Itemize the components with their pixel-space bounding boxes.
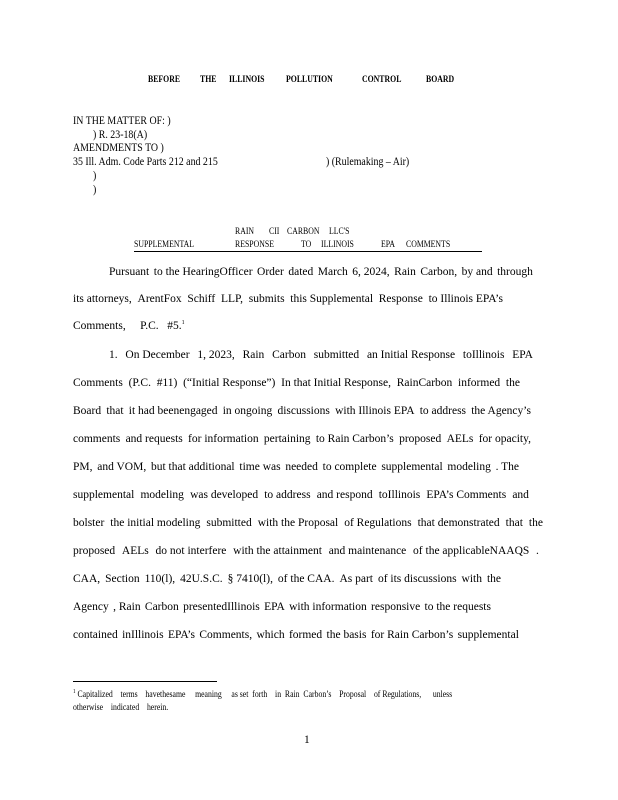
body-line: its attorneys, ArentFox Schiff LLP, submits this Supplemental Response to Illinois EPA’s xyxy=(73,293,503,305)
header-word: BEFORE xyxy=(148,75,181,85)
title-word: RAIN xyxy=(235,227,255,237)
caption-line: 35 Ill. Adm. Code Parts 212 and 215 xyxy=(73,156,218,168)
title-word: COMMENTS xyxy=(406,240,451,250)
header-word: THE xyxy=(200,75,217,85)
header-word: CONTROL xyxy=(362,75,402,85)
body-line: comments and requests for information pertaining to Rain Carbon’s proposed AELs for opacity, xyxy=(73,433,531,445)
body-line: contained inIllinois EPA’s Comments, which formed the basis for Rain Carbon’s supplemental xyxy=(73,629,519,641)
title-word: ILLINOIS xyxy=(321,240,354,250)
caption-line: AMENDMENTS TO ) xyxy=(73,142,164,154)
body-line: PM, and VOM, but that additional time was needed to complete supplemental modeling . The xyxy=(73,461,519,473)
footnote-ref: 1 xyxy=(181,320,185,327)
body-line: Agency , Rain Carbon presentedIllinois EPA with information responsive to the requests xyxy=(73,601,491,613)
title-word: TO xyxy=(301,240,312,250)
body-line: Comments (P.C. #11) (“Initial Response”) In that Initial Response, RainCarbon informed the xyxy=(73,377,520,389)
body-line: proposed AELs do not interfere with the attainment and maintenance of the applicableNAAQS . xyxy=(73,545,539,557)
title-word: EPA xyxy=(381,240,396,250)
footnote-marker: 1 xyxy=(73,689,76,695)
body-line: Pursuant to the HearingOfficer Order dated March 6, 2024, Rain Carbon, by and through xyxy=(109,266,533,278)
footnote-line: otherwise indicated herein. xyxy=(73,702,169,712)
header-word: BOARD xyxy=(426,75,455,85)
body-line: 1. On December 1, 2023, Rain Carbon submitted an Initial Response toIllinois EPA xyxy=(109,349,533,361)
header-word: ILLINOIS xyxy=(229,75,265,85)
body-line: Board that it had beenengaged in ongoing discussions with Illinois EPA to address the Agency’s xyxy=(73,405,531,417)
title-underline xyxy=(134,251,482,252)
title-word: LLC'S xyxy=(329,227,350,237)
footnote-line: $^1$ Capitalized terms havethesame meaning as set forth in Rain Carbon’s Proposal of Regulations, unless xyxy=(73,689,453,699)
caption-line: ) (Rulemaking – Air) xyxy=(326,156,410,168)
header-word: POLLUTION xyxy=(286,75,333,85)
caption-line: ) R. 23-18(A) xyxy=(93,129,148,141)
caption-line: IN THE MATTER OF: ) xyxy=(73,115,171,127)
title-word: SUPPLEMENTAL xyxy=(134,240,194,250)
title-word: RESPONSE xyxy=(235,240,274,250)
title-word: CII xyxy=(269,227,280,237)
footnote-separator xyxy=(73,681,217,682)
caption-line: ) xyxy=(93,170,97,182)
page-number: 1 xyxy=(304,734,310,746)
body-line: CAA, Section 110(l), 42U.S.C. § 7410(l), of the CAA. As part of its discussions with the xyxy=(73,573,501,585)
body-line: Comments, P.C. #5.$^1$ xyxy=(73,320,185,332)
body-line: bolster the initial modeling submitted with the Proposal of Regulations that demonstrated that the xyxy=(73,517,543,529)
caption-line: ) xyxy=(93,184,97,196)
title-word: CARBON xyxy=(287,227,320,237)
body-line: supplemental modeling was developed to address and respond toIllinois EPA’s Comments and xyxy=(73,489,529,501)
